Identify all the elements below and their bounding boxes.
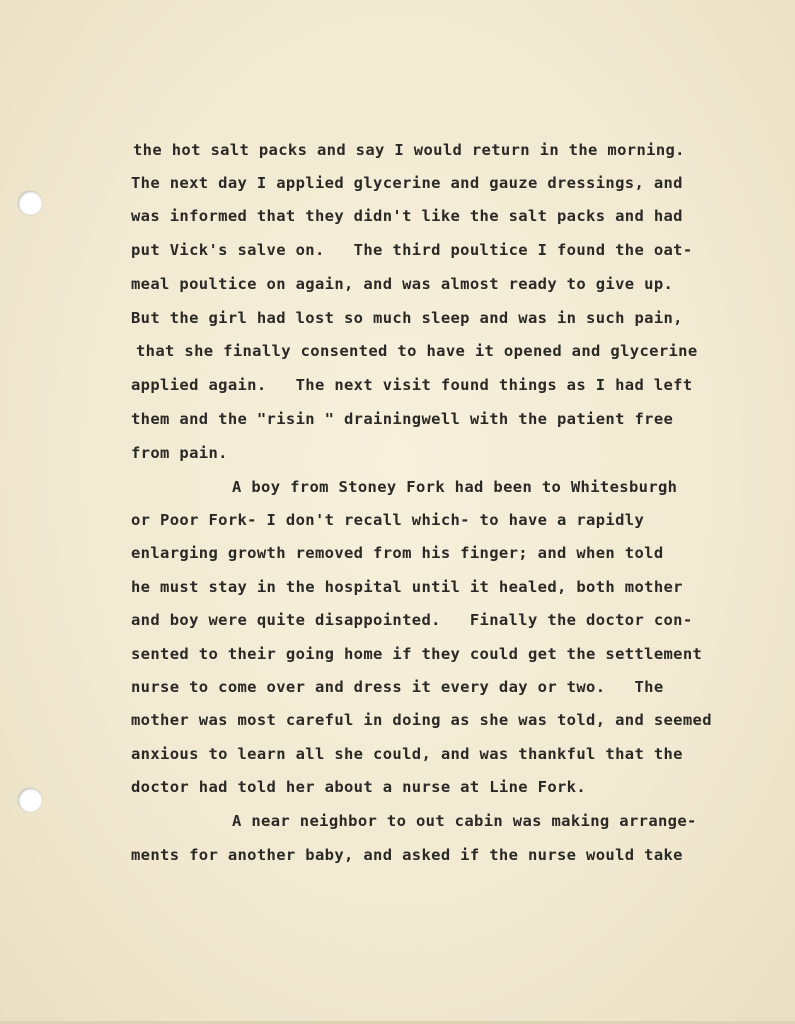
text-line: he must stay in the hospital until it healed, both mother: [131, 578, 683, 596]
text-line: A near neighbor to out cabin was making arrange-: [232, 812, 697, 830]
text-line: nurse to come over and dress it every day or two. The: [131, 678, 664, 696]
text-line: and boy were quite disappointed. Finally the doctor con-: [131, 611, 693, 629]
text-line: But the girl had lost so much sleep and was in such pain,: [131, 309, 683, 327]
text-line: put Vick's salve on. The third poultice I found the oat-: [131, 241, 693, 259]
text-line: anxious to learn all she could, and was thankful that the: [131, 745, 683, 763]
text-line: ments for another baby, and asked if the nurse would take: [131, 846, 683, 864]
text-line: was informed that they didn't like the salt packs and had: [131, 207, 683, 225]
text-line: that she finally consented to have it opened and glycerine: [136, 342, 698, 360]
text-line: the hot salt packs and say I would return in the morning.: [133, 141, 685, 159]
text-line: mother was most careful in doing as she was told, and seemed: [131, 711, 712, 729]
text-line: them and the "risin " drainingwell with the patient free: [131, 410, 674, 428]
text-line: enlarging growth removed from his finger; and when told: [131, 544, 664, 562]
text-line: from pain.: [131, 444, 228, 462]
text-line: sented to their going home if they could get the settlement: [131, 645, 703, 663]
text-line: doctor had told her about a nurse at Line Fork.: [131, 778, 587, 796]
punch-hole: [18, 788, 42, 812]
text-line: applied again. The next visit found things as I had left: [131, 376, 693, 394]
text-line: The next day I applied glycerine and gauze dressings, and: [131, 174, 683, 192]
text-line: A boy from Stoney Fork had been to Whitesburgh: [232, 478, 678, 496]
text-line: meal poultice on again, and was almost ready to give up.: [131, 275, 674, 293]
text-line: or Poor Fork- I don't recall which- to have a rapidly: [131, 511, 645, 529]
